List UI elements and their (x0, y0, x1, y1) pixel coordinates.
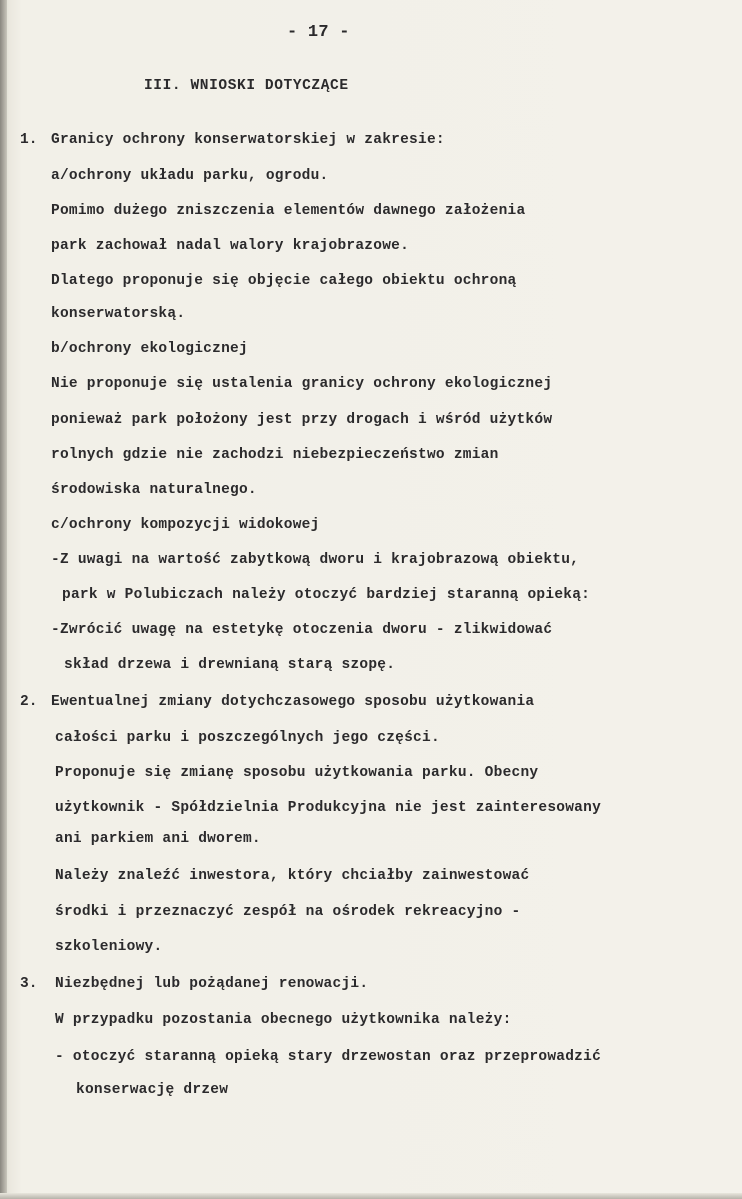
item-1-title: Granicy ochrony konserwatorskiej w zakresie: (51, 132, 445, 148)
text-line: Dlatego proponuje się objęcie całego obiektu ochroną (51, 273, 517, 289)
text-line: konserwatorską. (51, 306, 186, 322)
text-line: -Zwrócić uwagę na estetykę otoczenia dworu - zlikwidować (51, 622, 553, 638)
text-line: Nie proponuje się ustalenia granicy ochrony ekologicznej (51, 376, 553, 392)
section-heading: III. WNIOSKI DOTYCZĄCE (144, 78, 349, 94)
item-number-3: 3. (20, 976, 38, 992)
text-line: środki i przeznaczyć zespół na ośrodek rekreacyjno - (55, 904, 521, 920)
text-line: szkoleniowy. (55, 939, 163, 955)
text-line: - otoczyć staranną opieką stary drzewostan oraz przeprowadzić (55, 1049, 602, 1065)
text-line: ponieważ park położony jest przy drogach i wśród użytków (51, 412, 553, 428)
page-bottom-edge (0, 1193, 742, 1199)
text-line: park w Polubiczach należy otoczyć bardziej staranną opieką: (62, 587, 591, 603)
text-line: Należy znaleźć inwestora, który chciałby zainwestować (55, 868, 530, 884)
item-number-2: 2. (20, 694, 38, 710)
page-number: - 17 - (287, 23, 350, 42)
item-2-title: Ewentualnej zmiany dotychczasowego sposobu użytkowania (51, 694, 535, 710)
text-line: b/ochrony ekologicznej (51, 341, 248, 357)
text-line: całości parku i poszczególnych jego części. (55, 730, 440, 746)
item-number-1: 1. (20, 132, 38, 148)
text-line: park zachował nadal walory krajobrazowe. (51, 238, 410, 254)
text-line: środowiska naturalnego. (51, 482, 257, 498)
item-3-title: Niezbędnej lub pożądanej renowacji. (55, 976, 369, 992)
text-line: Proponuje się zmianę sposobu użytkowania parku. Obecny (55, 765, 539, 781)
text-line: rolnych gdzie nie zachodzi niebezpieczeństwo zmian (51, 447, 499, 463)
text-line: skład drzewa i drewnianą starą szopę. (64, 657, 396, 673)
text-line: -Z uwagi na wartość zabytkową dworu i krajobrazową obiektu, (51, 552, 580, 568)
text-line: c/ochrony kompozycji widokowej (51, 517, 320, 533)
text-line: ani parkiem ani dworem. (55, 831, 261, 847)
text-line: użytkownik - Spółdzielnia Produkcyjna nie jest zainteresowany (55, 800, 602, 816)
text-line: a/ochrony układu parku, ogrodu. (51, 168, 329, 184)
text-line: Pomimo dużego zniszczenia elementów dawnego założenia (51, 203, 526, 219)
text-line: W przypadku pozostania obecnego użytkownika należy: (55, 1012, 512, 1028)
page-left-edge (0, 0, 7, 1199)
text-line: konserwację drzew (76, 1082, 229, 1098)
